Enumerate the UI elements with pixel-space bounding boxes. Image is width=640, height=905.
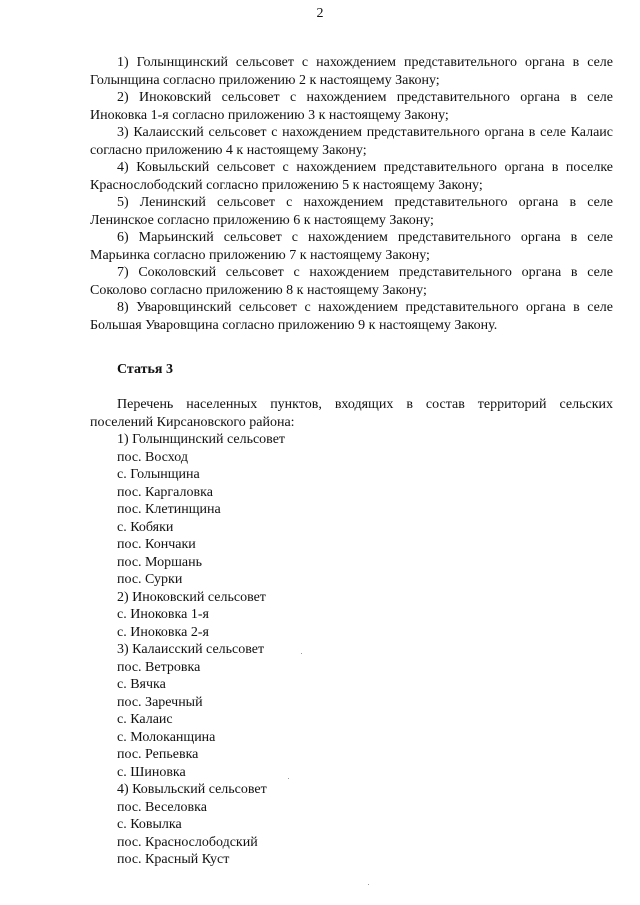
settlement-list	[90, 431, 613, 869]
list-item: пос. Краснослободский	[117, 834, 258, 850]
page-number: 2	[316, 6, 324, 21]
paragraph-8: 8) Уваровщинский сельсовет с нахождением представительного органа в селе Большая Уваровщина согласно приложению 9 к настоящему Закону.	[90, 300, 613, 333]
paragraph-6: 6) Марьинский сельсовет с нахождением представительного органа в селе Марьинка согласно приложению 7 к настоящему Закону;	[90, 230, 613, 263]
list-item: пос. Каргаловка	[117, 484, 213, 500]
scan-speck	[368, 884, 369, 885]
paragraph-2: 2) Иноковский сельсовет с нахождением представительного органа в селе Иноковка 1-я согласно приложению 3 к настоящему Закону;	[90, 90, 613, 123]
list-item: с. Голынщина	[117, 467, 200, 482]
list-item: пос. Моршань	[117, 554, 203, 570]
scan-speck	[301, 653, 302, 654]
list-item: с. Вячка	[117, 677, 166, 692]
paragraph-1: 1) Голынщинский сельсовет с нахождением представительного органа в селе Голынщина согласно приложению 2 к настоящему Закону;	[90, 55, 613, 88]
paragraph-5: 5) Ленинский сельсовет с нахождением представительного органа в селе Ленинское согласно приложению 6 к настоящему Закону;	[90, 195, 613, 228]
list-item: пос. Ветровка	[117, 659, 201, 675]
list-item: пос. Веселовка	[117, 799, 207, 815]
list-item: пос. Восход	[117, 449, 188, 465]
list-item: пос. Сурки	[117, 572, 183, 587]
paragraph-3: 3) Калаисский сельсовет с нахождением представительного органа в селе Калаис согласно приложению 4 к настоящему Закону;	[90, 125, 613, 158]
list-item: с. Молоканщина	[117, 729, 216, 745]
list-item: 4) Ковыльский сельсовет	[117, 782, 267, 797]
article-heading: Статья 3	[117, 362, 173, 377]
list-item: пос. Клетинщина	[117, 502, 221, 517]
list-item: с. Шиновка	[117, 764, 186, 780]
list-item: пос. Заречный	[117, 694, 203, 710]
list-item: 1) Голынщинский сельсовет	[117, 432, 286, 447]
list-item: с. Ковылка	[117, 817, 182, 832]
list-item: с. Иноковка 1-я	[117, 607, 209, 622]
list-item: 3) Калаисский сельсовет	[117, 642, 265, 657]
list-item: пос. Красный Куст	[117, 852, 230, 867]
list-item: с. Иноковка 2-я	[117, 624, 209, 640]
list-item: с. Кобяки	[117, 519, 174, 535]
list-item: пос. Кончаки	[117, 537, 196, 552]
article-intro: Перечень населенных пунктов, входящих в состав территорий сельских поселений Кирсановского района:	[90, 397, 613, 430]
paragraph-4: 4) Ковыльский сельсовет с нахождением представительного органа в поселке Краснослободский согласно приложению 5 к настоящему Закону;	[90, 160, 613, 193]
paragraph-7: 7) Соколовский сельсовет с нахождением представительного органа в селе Соколово согласно приложению 8 к настоящему Закону;	[90, 265, 613, 298]
list-item: 2) Иноковский сельсовет	[117, 589, 266, 605]
list-item: пос. Репьевка	[117, 747, 199, 762]
document-body	[90, 54, 613, 869]
list-item: с. Калаис	[117, 712, 173, 727]
scan-speck	[288, 778, 289, 779]
